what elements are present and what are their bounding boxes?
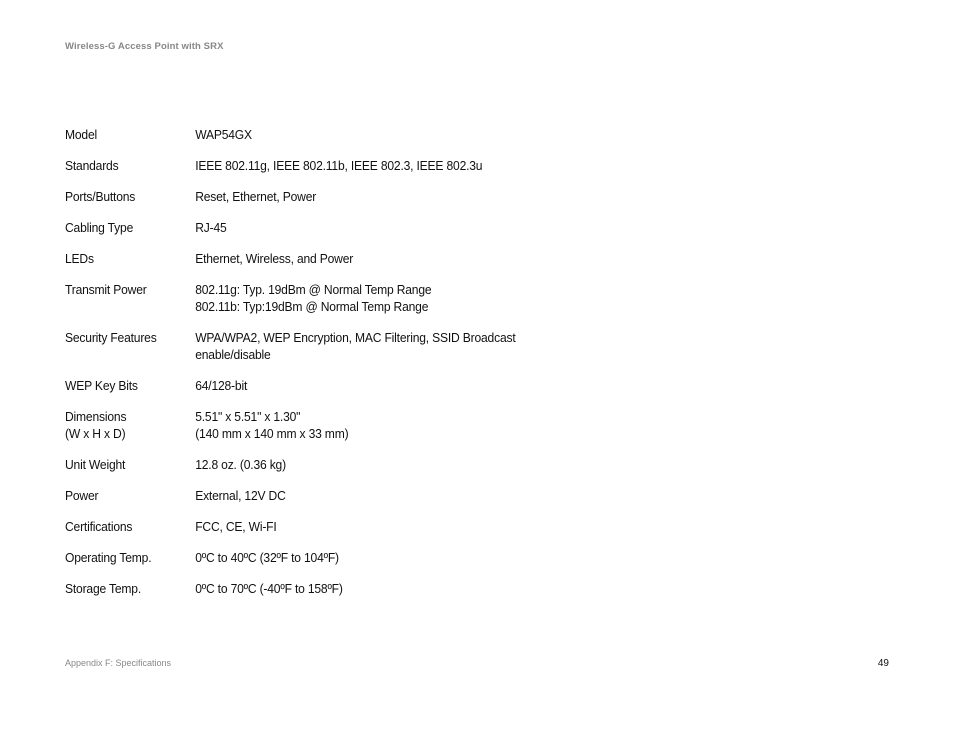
spec-label: WEP Key Bits (65, 378, 138, 393)
spec-value: 5.51" x 5.51" x 1.30" (140 mm x 140 mm x 33 mm) (195, 409, 349, 441)
spec-label: Certifications (65, 519, 133, 534)
spec-label: Standards (65, 158, 119, 173)
spec-row-certifications (65, 518, 716, 535)
spec-value: 802.11g: Typ. 19dBm @ Normal Temp Range 802.11b: Typ:19dBm @ Normal Temp Range (195, 282, 432, 314)
spec-value: IEEE 802.11g, IEEE 802.11b, IEEE 802.3, IEEE 802.3u (195, 158, 483, 173)
spec-label: Unit Weight (65, 457, 126, 472)
spec-value: RJ-45 (195, 220, 227, 235)
spec-value: Reset, Ethernet, Power (195, 189, 317, 204)
spec-value: Ethernet, Wireless, and Power (195, 251, 354, 266)
spec-row-cabling-type (65, 219, 716, 236)
footer-section-title: Appendix F: Specifications (65, 658, 172, 668)
spec-label: Storage Temp. (65, 581, 141, 596)
spec-label: Model (65, 127, 98, 142)
spec-row-security-features (65, 329, 716, 363)
spec-row-unit-weight (65, 456, 716, 473)
spec-label: Ports/Buttons (65, 189, 136, 204)
spec-row-ports-buttons (65, 188, 716, 205)
spec-label: Operating Temp. (65, 550, 152, 565)
spec-label: Cabling Type (65, 220, 134, 235)
specifications-table (65, 126, 765, 611)
document-header: Wireless-G Access Point with SRX (65, 41, 224, 52)
page-number: 49 (877, 658, 889, 669)
spec-row-dimensions (65, 408, 716, 442)
spec-row-power (65, 487, 716, 504)
spec-value: 64/128-bit (195, 378, 248, 393)
spec-label: Transmit Power (65, 282, 147, 297)
spec-value: WPA/WPA2, WEP Encryption, MAC Filtering, SSID Broadcast enable/disable (195, 330, 516, 362)
spec-label: LEDs (65, 251, 94, 266)
spec-row-operating-temp (65, 549, 716, 566)
spec-row-model (65, 126, 716, 143)
spec-label: Power (65, 488, 99, 503)
spec-label: Security Features (65, 330, 157, 345)
spec-value: 12.8 oz. (0.36 kg) (195, 457, 286, 472)
spec-row-wep-key-bits (65, 377, 716, 394)
spec-row-storage-temp (65, 580, 716, 597)
spec-value: FCC, CE, Wi-FI (195, 519, 277, 534)
spec-row-standards (65, 157, 716, 174)
spec-label: Dimensions (W x H x D) (65, 409, 127, 441)
spec-row-transmit-power (65, 281, 716, 315)
spec-value: External, 12V DC (195, 488, 286, 503)
spec-row-leds (65, 250, 716, 267)
spec-value: 0ºC to 40ºC (32ºF to 104ºF) (195, 550, 339, 565)
spec-value: 0ºC to 70ºC (-40ºF to 158ºF) (195, 581, 343, 596)
spec-value: WAP54GX (195, 127, 252, 142)
